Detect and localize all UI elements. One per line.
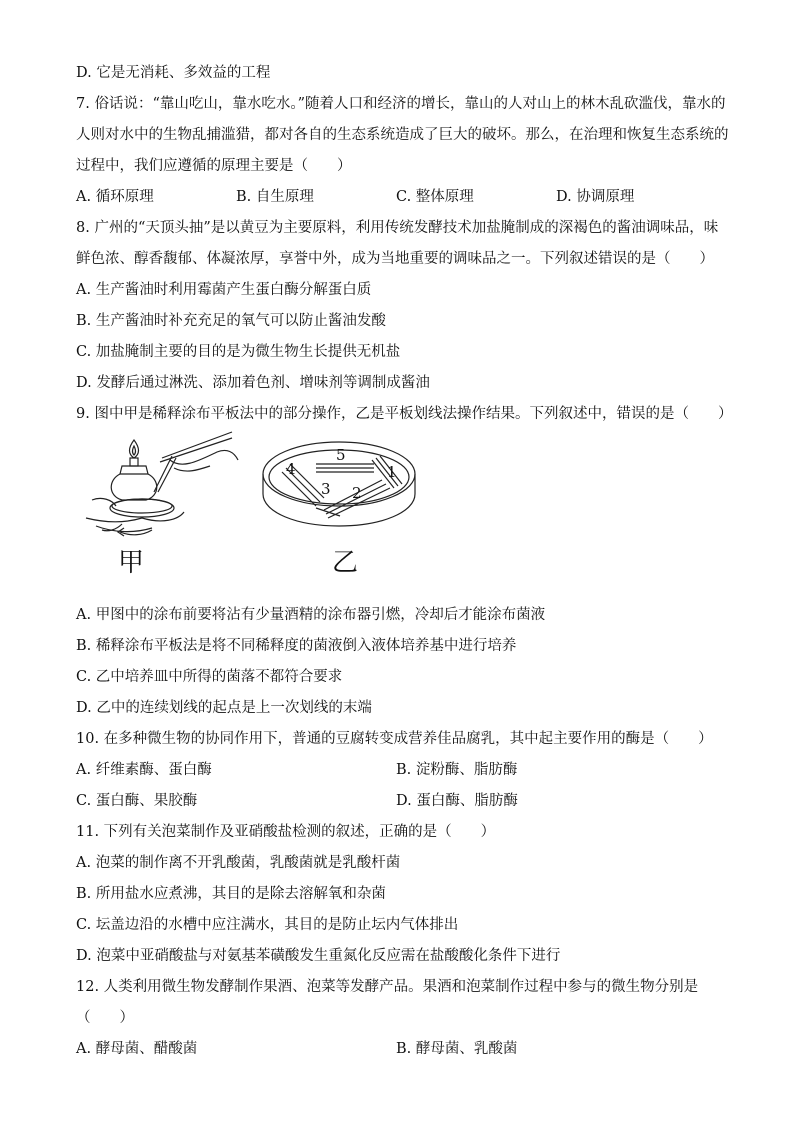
question-7 bbox=[76, 89, 729, 213]
q9-figure bbox=[76, 430, 716, 600]
q7-stem-line-1: 7. 俗话说：“靠山吃山，靠水吃水。”随着人口和经济的增长，靠山的人对山上的林木乱砍滥伐，靠水的 bbox=[76, 96, 726, 112]
q8-stem-line-1: 8. 广州的“天顶头抽”是以黄豆为主要原料，利用传统发酵技术加盐腌制成的深褐色的酱油调味品，味 bbox=[76, 220, 719, 236]
streak-zone-1: 1 bbox=[387, 463, 397, 481]
q10-option-b: B. 淀粉酶、脂肪酶 bbox=[396, 762, 518, 778]
q10-option-c: C. 蛋白酶、果胶酶 bbox=[76, 793, 198, 809]
q11-option-a: A. 泡菜的制作离不开乳酸菌，乳酸菌就是乳酸杆菌 bbox=[76, 855, 401, 871]
fig-label-jia: 甲 bbox=[118, 548, 145, 578]
q7-option-d: D. 协调原理 bbox=[556, 189, 635, 205]
q7-stem-line-3: 过程中，我们应遵循的原理主要是（ ） bbox=[76, 158, 352, 174]
question-11 bbox=[76, 817, 716, 972]
q9-option-d: D. 乙中的连续划线的起点是上一次划线的末端 bbox=[76, 700, 372, 716]
q12-stem-blank: （ ） bbox=[76, 1010, 134, 1026]
q11-option-b: B. 所用盐水应煮沸，其目的是除去溶解氧和杂菌 bbox=[76, 886, 386, 902]
q11-option-c: C. 坛盖边沿的水槽中应注满水，其目的是防止坛内气体排出 bbox=[76, 917, 459, 933]
streak-zone-3: 3 bbox=[321, 480, 331, 498]
q6-option-d: D. 它是无消耗、多效益的工程 bbox=[76, 65, 271, 81]
spreading-illustration bbox=[82, 430, 242, 570]
question-10 bbox=[76, 724, 716, 817]
q9-option-c: C. 乙中培养皿中所得的菌落不都符合要求 bbox=[76, 669, 343, 685]
q7-option-c: C. 整体原理 bbox=[396, 189, 474, 205]
q12-stem: 12. 人类利用微生物发酵制作果酒、泡菜等发酵产品。果酒和泡菜制作过程中参与的微生物分别是 bbox=[76, 979, 699, 995]
q10-stem: 10. 在多种微生物的协同作用下，普通的豆腐转变成营养佳品腐乳，其中起主要作用的酶是（ ） bbox=[76, 731, 713, 747]
q10-option-d: D. 蛋白酶、脂肪酶 bbox=[396, 793, 518, 809]
q7-option-b: B. 自生原理 bbox=[236, 189, 314, 205]
q12-option-b: B. 酵母菌、乳酸菌 bbox=[396, 1041, 518, 1057]
q10-option-a: A. 纤维素酶、蛋白酶 bbox=[76, 762, 212, 778]
q12-options-row-1 bbox=[76, 1034, 716, 1065]
streak-zone-4: 4 bbox=[286, 460, 296, 478]
q9-option-a: A. 甲图中的涂布前要将沾有少量酒精的涂布器引燃，冷却后才能涂布菌液 bbox=[76, 607, 546, 623]
streak-zone-2: 2 bbox=[352, 484, 362, 502]
question-8 bbox=[76, 213, 719, 399]
q7-options bbox=[76, 182, 716, 213]
q9-stem: 9. 图中甲是稀释涂布平板法中的部分操作，乙是平板划线法操作结果。下列叙述中，错误的是（ ） bbox=[76, 406, 733, 422]
q9-option-b: B. 稀释涂布平板法是将不同稀释度的菌液倒入液体培养基中进行培养 bbox=[76, 638, 517, 654]
q10-options-row-2 bbox=[76, 786, 716, 817]
question-9 bbox=[76, 399, 733, 724]
q8-option-b: B. 生产酱油时补充充足的氧气可以防止酱油发酸 bbox=[76, 313, 386, 329]
streak-zone-5: 5 bbox=[336, 446, 346, 464]
q8-option-c: C. 加盐腌制主要的目的是为微生物生长提供无机盐 bbox=[76, 344, 401, 360]
fig-label-yi: 乙 bbox=[332, 548, 359, 578]
question-12 bbox=[76, 972, 716, 1065]
q10-options-row-1 bbox=[76, 755, 716, 786]
q8-stem-line-2: 鲜色浓、醇香馥郁、体凝浓厚，享誉中外，成为当地重要的调味品之一。下列叙述错误的是（ ） bbox=[76, 251, 714, 267]
q11-stem: 11. 下列有关泡菜制作及亚硝酸盐检测的叙述，正确的是（ ） bbox=[76, 824, 496, 840]
q8-option-d: D. 发酵后通过淋洗、添加着色剂、增味剂等调制成酱油 bbox=[76, 375, 430, 391]
q8-option-a: A. 生产酱油时利用霉菌产生蛋白酶分解蛋白质 bbox=[76, 282, 372, 298]
q7-stem-line-2: 人则对水中的生物乱捕滥猎，都对各自的生态系统造成了巨大的破坏。那么，在治理和恢复生态系统的 bbox=[76, 127, 729, 143]
q11-option-d: D. 泡菜中亚硝酸盐与对氨基苯磺酸发生重氮化反应需在盐酸酸化条件下进行 bbox=[76, 948, 561, 964]
q7-option-a: A. 循环原理 bbox=[76, 189, 154, 205]
q12-option-a: A. 酵母菌、醋酸菌 bbox=[76, 1041, 198, 1057]
exam-page bbox=[76, 58, 733, 1065]
